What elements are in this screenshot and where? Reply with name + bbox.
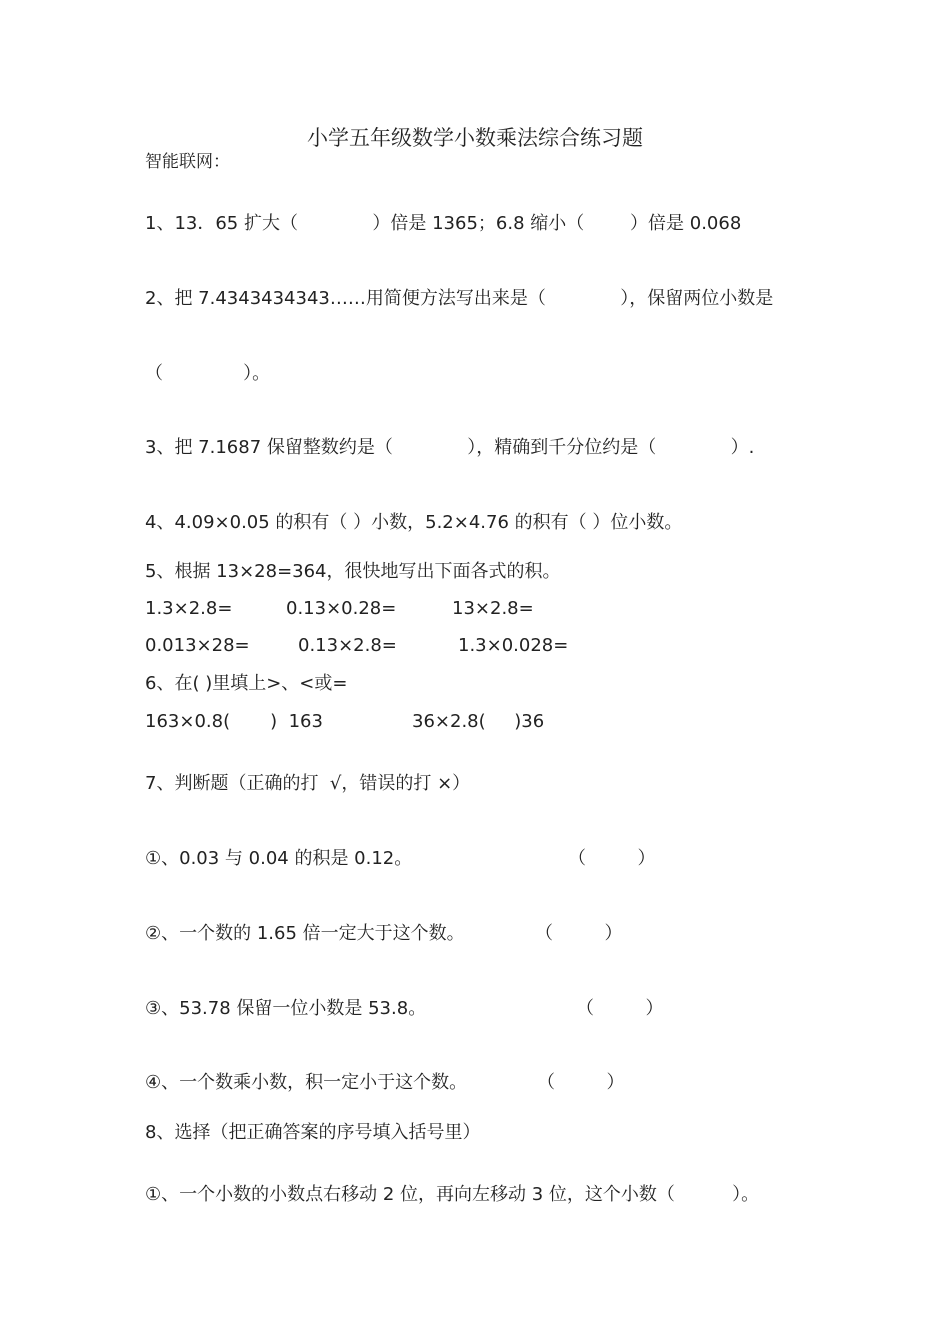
q7-item-1-blank: （ ） <box>568 848 656 869</box>
q7-item-1: ①、0.03 与 0.04 的积是 0.12。 <box>145 848 413 869</box>
q7-item-2-blank: （ ） <box>535 923 623 944</box>
q6-comparison: 36×2.8( )36 <box>412 711 545 732</box>
question-2-line-1: 2、把 7.4343434343……用简便方法写出来是（ ），保留两位小数是 <box>145 288 774 309</box>
question-5: 5、根据 13×28=364，很快地写出下面各式的积。 <box>145 561 561 582</box>
q7-item-3: ③、53.78 保留一位小数是 53.8。 <box>145 998 427 1019</box>
q7-item-3-blank: （ ） <box>576 998 664 1019</box>
question-1: 1、13．65 扩大（ ）倍是 1365；6.8 缩小（ ）倍是 0.068 <box>145 213 742 234</box>
subtitle: 智能联网： <box>145 152 230 172</box>
question-3: 3、把 7.1687 保留整数约是（ ），精确到千分位约是（ ）. <box>145 437 755 458</box>
question-7: 7、判断题（正确的打 √，错误的打 ×） <box>145 773 471 794</box>
q5-expression: 13×2.8= <box>452 598 534 619</box>
question-4: 4、4.09×0.05 的积有（ ）小数，5.2×4.76 的积有（ ）位小数。 <box>145 512 683 533</box>
q5-expression: 1.3×2.8= <box>145 598 233 619</box>
q6-comparison: 163×0.8( ) 163 <box>145 711 323 732</box>
q7-item-4: ④、一个数乘小数，积一定小于这个数。 <box>145 1072 468 1093</box>
q5-expression: 0.013×28= <box>145 635 250 656</box>
question-8-item-1: ①、一个小数的小数点右移动 2 位，再向左移动 3 位，这个小数（ ）。 <box>145 1184 760 1205</box>
question-6: 6、在( )里填上>、<或= <box>145 673 348 694</box>
question-2-line-2: （ ）。 <box>145 363 271 384</box>
page-title: 小学五年级数学小数乘法综合练习题 <box>307 126 643 150</box>
q5-expression: 0.13×0.28= <box>286 598 397 619</box>
q5-expression: 0.13×2.8= <box>298 635 397 656</box>
q7-item-2: ②、一个数的 1.65 倍一定大于这个数。 <box>145 923 465 944</box>
question-8: 8、选择（把正确答案的序号填入括号里） <box>145 1122 481 1143</box>
q7-item-4-blank: （ ） <box>537 1072 625 1093</box>
q5-expression: 1.3×0.028= <box>458 635 569 656</box>
